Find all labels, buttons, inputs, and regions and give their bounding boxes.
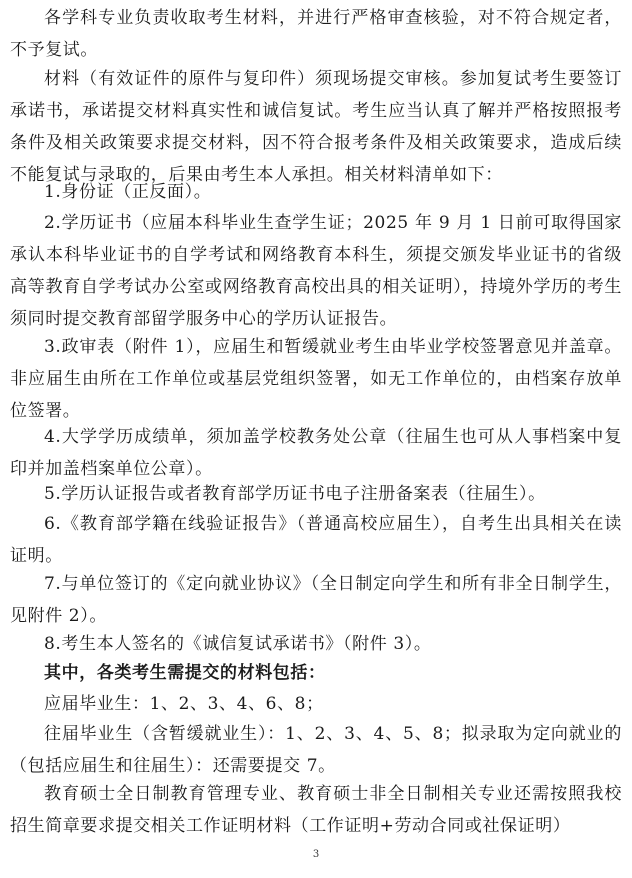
list-item-id-card: 1.身份证（正反面）。 [44,182,212,202]
list-item-political-review: 3.政审表（附件 1），应届生和暂缓就业考生由毕业学校签署意见并盖章。非应届生由所在工作单位或基层党组织签署，如无工作单位的，由档案存放单位签署。 [10,337,622,421]
paragraph-fresh-graduates: 应届毕业生：1、2、3、4、6、8； [44,694,324,714]
list-item-degree-certification: 5.学历认证报告或者教育部学历证书电子注册备案表（往届生）。 [44,484,546,504]
paragraph-materials-summary-heading: 其中，各类考生需提交的材料包括： [44,663,326,683]
paragraph-previous-graduates: 往届毕业生（含暂缓就业生）：1、2、3、4、5、8；拟录取为定向就业的（包括应届生和往届生）：还需要提交 7。 [10,724,622,776]
paragraph-materials-requirements: 材料（有效证件的原件与复印件）须现场提交审核。参加复试考生要签订承诺书，承诺提交材料真实性和诚信复试。考生应当认真了解并严格按照报考条件及相关政策要求提交材料，因不符合报考条件及相关政策要求，造成后续不能复试与录取的，后果由考生本人承担。相关材料清单如下： [10,69,622,185]
paragraph-education-master-note: 教育硕士全日制教育管理专业、教育硕士非全日制相关专业还需按照我校招生简章要求提交相关工作证明材料（工作证明+劳动合同或社保证明） [10,784,622,836]
list-item-diploma: 2.学历证书（应届本科毕业生查学生证；2025 年 9 月 1 日前可取得国家承认本科毕业证书的自学考试和网络教育本科生，须提交颁发毕业证书的省级高等教育自学考试办公室或网络教育高校出具的相关证明），持境外学历的考生须同时提交教育部留学服务中心的学历认证报告。 [10,213,622,329]
document-page [10,0,622,878]
list-item-enrollment-verification: 6.《教育部学籍在线验证报告》（普通高校应届生），自考生出具相关在读证明。 [10,514,622,566]
list-item-employment-agreement: 7.与单位签订的《定向就业协议》（全日制定向学生和所有非全日制学生，见附件 2）。 [10,574,622,626]
list-item-transcript: 4.大学学历成绩单，须加盖学校教务处公章（往届生也可从人事档案中复印并加盖档案单位公章）。 [10,427,622,479]
list-item-integrity-pledge: 8.考生本人签名的《诚信复试承诺书》（附件 3）。 [44,634,432,654]
page-number: 3 [312,849,320,860]
paragraph-review-notice: 各学科专业负责收取考生材料，并进行严格审查核验，对不符合规定者，不予复试。 [10,8,622,60]
